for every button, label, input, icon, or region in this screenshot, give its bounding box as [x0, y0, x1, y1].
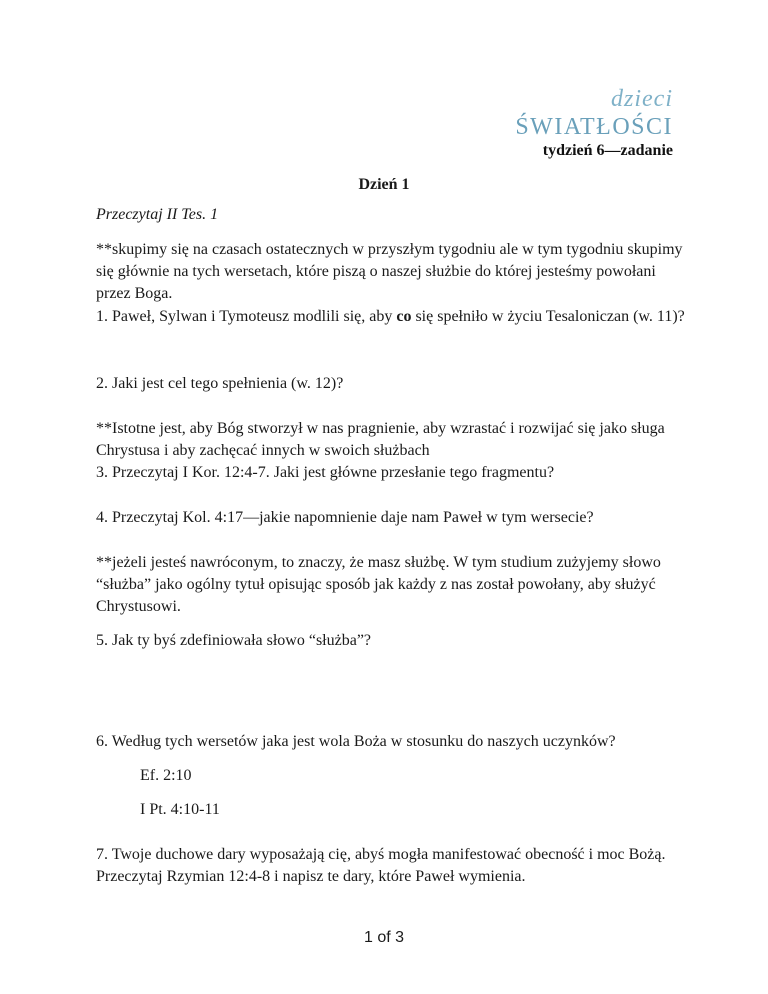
reading-instruction: Przeczytaj II Tes. 1: [96, 206, 219, 223]
note-paragraph-3: **jeżeli jesteś nawróconym, to znaczy, że masz służbę. W tym studium zużyjemy słowo “służba” jako ogólny tytuł opisując sposób jak każdy z nas został powołany, aby służyć Chrystusowi.: [96, 554, 661, 615]
brand-title-top: dzieci: [611, 86, 673, 112]
question-2: 2. Jaki jest cel tego spełnienia (w. 12)?: [96, 375, 344, 392]
note-paragraph-2: **Istotne jest, aby Bóg stworzył w nas pragnienie, aby wzrastać i rozwijać się jako sługa Chrystusa i aby zachęcać innych w swoich służbach: [96, 420, 665, 459]
note-paragraph-1: **skupimy się na czasach ostatecznych w przyszłym tygodniu ale w tym tygodniu skupimy się głównie na tych wersetach, które piszą o naszej służbie do której jesteśmy powołani przez Boga.: [96, 241, 683, 302]
question-3: 3. Przeczytaj I Kor. 12:4-7. Jaki jest główne przesłanie tego fragmentu?: [96, 464, 555, 481]
page-number: 1 of 3: [363, 929, 405, 946]
scripture-reference-2: I Pt. 4:10-11: [140, 801, 220, 818]
day-title: Dzień 1: [358, 176, 410, 193]
question-7: 7. Twoje duchowe dary wyposażają cię, abyś mogła manifestować obecność i moc Bożą. Przeczytaj Rzymian 12:4-8 i napisz te dary, które Paweł wymienia.: [96, 846, 666, 885]
question-1-text-b: się spełniło w życiu Tesaloniczan (w. 11)?: [415, 308, 685, 325]
question-1-text-a: 1. Paweł, Sylwan i Tymoteusz modlili się, aby: [96, 308, 393, 325]
question-1-bold-word: co: [396, 308, 412, 325]
week-subtitle: tydzień 6—zadanie: [542, 142, 673, 159]
brand-header: [515, 86, 673, 161]
question-6: 6. Według tych wersetów jaka jest wola Boża w stosunku do naszych uczynków?: [96, 733, 616, 750]
question-4: 4. Przeczytaj Kol. 4:17—jakie napomnienie daje nam Paweł w tym wersecie?: [96, 509, 594, 526]
question-1: [96, 306, 686, 328]
brand-title-main: ŚWIATŁOŚCI: [515, 114, 673, 140]
scripture-reference-1: Ef. 2:10: [140, 767, 192, 784]
question-5: 5. Jak ty byś zdefiniowała słowo “służba”?: [96, 632, 372, 649]
